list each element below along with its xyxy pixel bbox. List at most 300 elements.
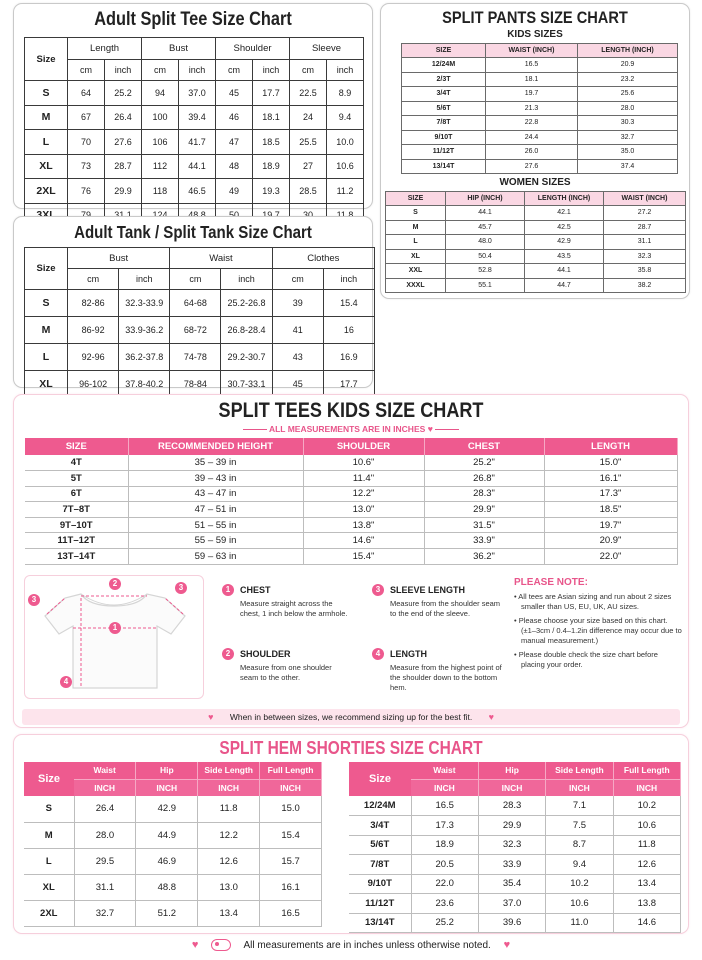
table-cell: 96-102 (68, 371, 119, 398)
table-cell: 23.6 (411, 894, 478, 914)
note-text: Please choose your size based on this chart. (±1–3cm / 0.4–1.2in difference may occur due to manual measurement.) (518, 616, 682, 645)
size-cell: XXL (386, 264, 446, 279)
table-cell: 16.9 (323, 344, 374, 371)
column-header: Side Length (546, 762, 613, 779)
group-header: Bust (68, 248, 170, 269)
column-header: RECOMMENDED HEIGHT (128, 438, 303, 455)
table-cell: 32.7 (74, 900, 136, 926)
table-cell: 39 (272, 290, 323, 317)
table-cell: 106 (142, 130, 179, 155)
table-cell: 25.2" (424, 455, 544, 471)
table-cell: 55.1 (446, 278, 525, 293)
table-row (349, 835, 681, 855)
table-row (386, 249, 686, 264)
table-cell: 19.7 (486, 87, 578, 102)
table-row (24, 796, 322, 822)
table-row (402, 116, 678, 131)
table-cell: 25.5 (290, 130, 327, 155)
table-cell: 11.2 (327, 179, 364, 204)
size-cell: 2XL (24, 900, 74, 926)
table-cell: 28.0 (578, 101, 678, 116)
table-row (25, 455, 677, 471)
table-cell: 19.3 (253, 179, 290, 204)
guide-number: 4 (372, 648, 384, 660)
size-cell: XL (25, 154, 68, 179)
unit-header: INCH (74, 779, 136, 796)
table-cell: 43 – 47 in (128, 486, 303, 502)
unit-header: inch (119, 269, 170, 290)
table-cell: 28.7 (105, 154, 142, 179)
table-cell: 10.6 (327, 154, 364, 179)
guide-title: SHOULDER (240, 649, 291, 659)
table-row (402, 159, 678, 174)
table-cell: 59 – 63 in (128, 549, 303, 565)
table-cell: 12.2" (303, 486, 424, 502)
table-cell: 41.7 (179, 130, 216, 155)
heart-icon: ♥ (488, 712, 494, 722)
table-cell: 118 (142, 179, 179, 204)
table-cell: 31.1 (604, 235, 686, 250)
kids-sizes-title: KIDS SIZES (507, 29, 563, 40)
pants-women-table (385, 191, 686, 293)
kids-tees-title: SPLIT TEES KIDS SIZE CHART (218, 399, 484, 422)
table-cell: 16.5 (486, 58, 578, 73)
table-cell: 19.7" (544, 517, 677, 533)
table-cell: 11.8 (613, 835, 680, 855)
unit-header: inch (327, 60, 364, 81)
unit-header: inch (253, 60, 290, 81)
table-cell: 27.2 (604, 206, 686, 221)
bottom-footer (0, 939, 702, 951)
table-cell: 13.4 (613, 874, 680, 894)
table-row (349, 796, 681, 816)
table-cell: 25.2-26.8 (221, 290, 272, 317)
table-cell: 46 (216, 105, 253, 130)
table-cell: 29.9 (105, 179, 142, 204)
table-cell: 7.5 (546, 816, 613, 836)
column-header: Full Length (260, 762, 322, 779)
size-cell: 9T–10T (25, 517, 128, 533)
unit-header: INCH (546, 779, 613, 796)
table-cell: 35.8 (604, 264, 686, 279)
table-row (402, 101, 678, 116)
table-cell: 46.5 (179, 179, 216, 204)
group-header: Bust (142, 38, 216, 60)
size-cell: XXXL (386, 278, 446, 293)
table-row (386, 264, 686, 279)
size-cell: 5/6T (402, 101, 486, 116)
table-cell: 44.1 (525, 264, 604, 279)
table-cell: 14.6" (303, 533, 424, 549)
unit-header: cm (216, 60, 253, 81)
table-cell: 28.7 (604, 220, 686, 235)
size-cell: 12/24M (349, 796, 411, 816)
table-row (386, 220, 686, 235)
unit-header: INCH (260, 779, 322, 796)
table-row (24, 822, 322, 848)
size-cell: 13T–14T (25, 549, 128, 565)
size-cell: M (25, 105, 68, 130)
column-header: CHEST (424, 438, 544, 455)
unit-header: inch (323, 269, 374, 290)
table-cell: 16.1 (260, 874, 322, 900)
size-header: Size (24, 762, 74, 796)
size-cell: 12/24M (402, 58, 486, 73)
guide-text: Measure straight across the chest, 1 inch below the armhole. (240, 599, 348, 618)
table-row (24, 848, 322, 874)
table-row (349, 855, 681, 875)
guide-number: 1 (222, 584, 234, 596)
t-shirt-diagram-icon (25, 576, 203, 698)
table-cell: 17.3" (544, 486, 677, 502)
table-cell: 36.2-37.8 (119, 344, 170, 371)
table-cell: 47 (216, 130, 253, 155)
guide-text: Measure from one shoulder seam to the other. (240, 663, 332, 682)
note-title: PLEASE NOTE: (514, 577, 588, 588)
adult-tee-table (24, 37, 364, 228)
group-header: Length (68, 38, 142, 60)
table-cell: 32.3-33.9 (119, 290, 170, 317)
kids-tees-table (25, 438, 678, 565)
table-cell: 78-84 (170, 371, 221, 398)
table-cell: 16 (323, 317, 374, 344)
unit-header: cm (68, 60, 105, 81)
table-cell: 26.0 (486, 145, 578, 160)
table-cell: 52.8 (446, 264, 525, 279)
guide-text: Measure from the shoulder seam to the end of the sleeve. (390, 599, 501, 618)
size-header: Size (349, 762, 411, 796)
table-cell: 27 (290, 154, 327, 179)
table-cell: 44.9 (136, 822, 198, 848)
table-cell: 17.7 (323, 371, 374, 398)
note-text: All tees are Asian sizing and run about 2 sizes smaller than US, EU, UK, AU sizes. (518, 592, 672, 611)
table-row (386, 235, 686, 250)
size-cell: S (25, 81, 68, 106)
size-cell: 7T–8T (25, 502, 128, 518)
table-cell: 27.6 (105, 130, 142, 155)
table-cell: 24 (290, 105, 327, 130)
size-cell: 9/10T (402, 130, 486, 145)
table-cell: 13.0 (198, 874, 260, 900)
table-cell: 37.4 (578, 159, 678, 174)
note-item: • Please double check the size chart before placing your order. (514, 650, 658, 669)
table-cell: 32.3 (604, 249, 686, 264)
table-cell: 38.2 (604, 278, 686, 293)
column-header: Waist (411, 762, 478, 779)
table-cell: 22.0" (544, 549, 677, 565)
table-cell: 39 – 43 in (128, 471, 303, 487)
table-cell: 44.7 (525, 278, 604, 293)
unit-header: cm (68, 269, 119, 290)
size-cell: S (25, 290, 68, 317)
size-cell: 7/8T (402, 116, 486, 131)
table-cell: 68-72 (170, 317, 221, 344)
shorties-right-table (349, 762, 681, 933)
table-cell: 100 (142, 105, 179, 130)
table-cell: 25.2 (411, 913, 478, 933)
diagram-label-3: 3 (28, 594, 40, 606)
table-cell: 12.6 (613, 855, 680, 875)
table-cell: 10.6 (546, 894, 613, 914)
table-cell: 31.1 (74, 874, 136, 900)
table-cell: 11.0 (546, 913, 613, 933)
table-cell: 46.9 (136, 848, 198, 874)
table-cell: 15.4" (303, 549, 424, 565)
table-cell: 43.5 (525, 249, 604, 264)
kids-tees-subtitle: ALL MEASUREMENTS ARE IN INCHES ♥ (14, 424, 688, 434)
table-cell: 28.3" (424, 486, 544, 502)
column-header: Waist (74, 762, 136, 779)
table-cell: 76 (68, 179, 105, 204)
unit-header: INCH (136, 779, 198, 796)
size-cell: 3/4T (349, 816, 411, 836)
table-row (25, 317, 375, 344)
table-cell: 15.7 (260, 848, 322, 874)
size-cell: 3/4T (402, 87, 486, 102)
table-cell: 31.5" (424, 517, 544, 533)
table-cell: 73 (68, 154, 105, 179)
table-row (349, 874, 681, 894)
table-cell: 20.9" (544, 533, 677, 549)
table-cell: 94 (142, 81, 179, 106)
table-cell: 23.2 (578, 72, 678, 87)
table-cell: 51.2 (136, 900, 198, 926)
table-cell: 48 (216, 154, 253, 179)
table-cell: 15.0" (544, 455, 677, 471)
size-cell: 11/12T (349, 894, 411, 914)
table-row (402, 145, 678, 160)
table-cell: 49 (216, 179, 253, 204)
table-row (402, 87, 678, 102)
column-header: LENGTH (INCH) (525, 192, 604, 206)
kids-footer-text: When in between sizes, we recommend sizing up for the best fit. (229, 712, 473, 722)
column-header: Hip (136, 762, 198, 779)
size-cell: L (386, 235, 446, 250)
table-cell: 42.5 (525, 220, 604, 235)
table-cell: 21.3 (486, 101, 578, 116)
size-cell: XL (386, 249, 446, 264)
t-shirt-diagram (24, 575, 204, 699)
diagram-label-1: 1 (109, 622, 121, 634)
table-cell: 10.2 (613, 796, 680, 816)
size-cell: S (24, 796, 74, 822)
table-cell: 9.4 (327, 105, 364, 130)
table-cell: 37.0 (179, 81, 216, 106)
split-pants-title: SPLIT PANTS SIZE CHART (442, 8, 628, 27)
table-row (25, 179, 364, 204)
note-item: • Please choose your size based on this chart. (±1–3cm / 0.4–1.2in difference may occur due to manual measurement.) (514, 616, 682, 645)
column-header: SHOULDER (303, 438, 424, 455)
split-pants-card (380, 3, 690, 299)
table-row (25, 105, 364, 130)
kids-tees-card (13, 394, 689, 728)
guide-number: 2 (222, 648, 234, 660)
table-row (349, 913, 681, 933)
unit-header: inch (179, 60, 216, 81)
table-cell: 10.0 (327, 130, 364, 155)
table-cell: 22.5 (290, 81, 327, 106)
table-cell: 48.0 (446, 235, 525, 250)
table-cell: 43 (272, 344, 323, 371)
table-row (25, 344, 375, 371)
shorties-card (13, 734, 689, 934)
size-cell: M (25, 317, 68, 344)
column-header: Hip (478, 762, 545, 779)
table-cell: 10.2 (546, 874, 613, 894)
table-cell: 26.4 (105, 105, 142, 130)
table-cell: 20.5 (411, 855, 478, 875)
table-cell: 36.2" (424, 549, 544, 565)
table-cell: 20.9 (578, 58, 678, 73)
table-cell: 24.4 (486, 130, 578, 145)
table-cell: 17.7 (253, 81, 290, 106)
table-cell: 82-86 (68, 290, 119, 317)
table-cell: 22.0 (411, 874, 478, 894)
unit-header: cm (272, 269, 323, 290)
table-cell: 13.4 (198, 900, 260, 926)
table-cell: 13.0" (303, 502, 424, 518)
table-cell: 8.7 (546, 835, 613, 855)
table-cell: 12.2 (198, 822, 260, 848)
table-row (24, 900, 322, 926)
table-cell: 48.8 (136, 874, 198, 900)
table-cell: 33.9" (424, 533, 544, 549)
unit-header: cm (170, 269, 221, 290)
table-cell: 8.9 (327, 81, 364, 106)
adult-tee-card (13, 3, 373, 209)
heart-icon: ♥ (503, 939, 511, 951)
table-cell: 11.4" (303, 471, 424, 487)
pants-kids-table (401, 43, 678, 174)
table-row (24, 874, 322, 900)
size-cell: 9/10T (349, 874, 411, 894)
adult-tank-title: Adult Tank / Split Tank Size Chart (74, 222, 312, 242)
table-row (25, 486, 677, 502)
group-header: Waist (170, 248, 272, 269)
group-header: Shoulder (216, 38, 290, 60)
table-row (25, 502, 677, 518)
please-note (514, 577, 682, 674)
table-cell: 47 – 51 in (128, 502, 303, 518)
table-cell: 37.8-40.2 (119, 371, 170, 398)
table-cell: 42.9 (136, 796, 198, 822)
table-cell: 27.6 (486, 159, 578, 174)
table-cell: 28.5 (290, 179, 327, 204)
guide-number: 3 (372, 584, 384, 596)
table-cell: 29.9" (424, 502, 544, 518)
adult-tank-table (24, 247, 375, 398)
table-cell: 55 – 59 in (128, 533, 303, 549)
table-cell: 50.4 (446, 249, 525, 264)
adult-tee-title: Adult Split Tee Size Chart (94, 9, 292, 30)
table-cell: 10.6 (613, 816, 680, 836)
table-cell: 30.7-33.1 (221, 371, 272, 398)
table-cell: 18.9 (253, 154, 290, 179)
table-cell: 7.1 (546, 796, 613, 816)
table-cell: 51 – 55 in (128, 517, 303, 533)
column-header: LENGTH (544, 438, 677, 455)
table-cell: 15.4 (323, 290, 374, 317)
table-cell: 28.3 (478, 796, 545, 816)
unit-header: INCH (613, 779, 680, 796)
size-cell: 11/12T (402, 145, 486, 160)
table-row (349, 816, 681, 836)
size-cell: XL (24, 874, 74, 900)
unit-header: INCH (411, 779, 478, 796)
table-cell: 9.4 (546, 855, 613, 875)
unit-header: cm (142, 60, 179, 81)
table-cell: 45 (272, 371, 323, 398)
adult-tank-card (13, 216, 373, 388)
table-cell: 22.8 (486, 116, 578, 131)
table-cell: 44.1 (446, 206, 525, 221)
table-cell: 16.1" (544, 471, 677, 487)
table-cell: 18.1 (486, 72, 578, 87)
guide-title: SLEEVE LENGTH (390, 585, 466, 595)
size-cell: M (24, 822, 74, 848)
kids-footer-banner (22, 709, 680, 725)
size-cell: S (386, 206, 446, 221)
size-header: Size (25, 248, 68, 290)
unit-header: INCH (198, 779, 260, 796)
table-cell: 35.0 (578, 145, 678, 160)
table-cell: 74-78 (170, 344, 221, 371)
table-cell: 35 – 39 in (128, 455, 303, 471)
table-cell: 12.6 (198, 848, 260, 874)
size-cell: L (25, 130, 68, 155)
table-cell: 26.8" (424, 471, 544, 487)
table-cell: 15.4 (260, 822, 322, 848)
size-cell: 2/3T (402, 72, 486, 87)
table-row (25, 517, 677, 533)
group-header: Clothes (272, 248, 374, 269)
table-cell: 18.1 (253, 105, 290, 130)
table-cell: 18.5 (253, 130, 290, 155)
table-cell: 16.5 (260, 900, 322, 926)
unit-header: inch (221, 269, 272, 290)
table-cell: 29.9 (478, 816, 545, 836)
size-cell: L (24, 848, 74, 874)
table-cell: 39.4 (179, 105, 216, 130)
table-cell: 33.9-36.2 (119, 317, 170, 344)
table-cell: 13.8" (303, 517, 424, 533)
table-row (25, 154, 364, 179)
size-cell: L (25, 344, 68, 371)
size-header: Size (25, 38, 68, 81)
size-cell: 7/8T (349, 855, 411, 875)
column-header: HIP (INCH) (446, 192, 525, 206)
table-row (25, 533, 677, 549)
tape-measure-icon (211, 939, 231, 951)
table-cell: 39.6 (478, 913, 545, 933)
table-cell: 29.2-30.7 (221, 344, 272, 371)
table-row (25, 549, 677, 565)
table-cell: 41 (272, 317, 323, 344)
table-cell: 30.3 (578, 116, 678, 131)
size-cell: 2XL (25, 179, 68, 204)
table-cell: 86-92 (68, 317, 119, 344)
size-cell: 13/14T (402, 159, 486, 174)
table-cell: 13.8 (613, 894, 680, 914)
size-cell: 11T–12T (25, 533, 128, 549)
guide-title: LENGTH (390, 649, 427, 659)
table-cell: 32.7 (578, 130, 678, 145)
size-cell: 13/14T (349, 913, 411, 933)
size-cell: 5/6T (349, 835, 411, 855)
diagram-label-3b: 3 (175, 582, 187, 594)
table-cell: 35.4 (478, 874, 545, 894)
size-cell: M (386, 220, 446, 235)
